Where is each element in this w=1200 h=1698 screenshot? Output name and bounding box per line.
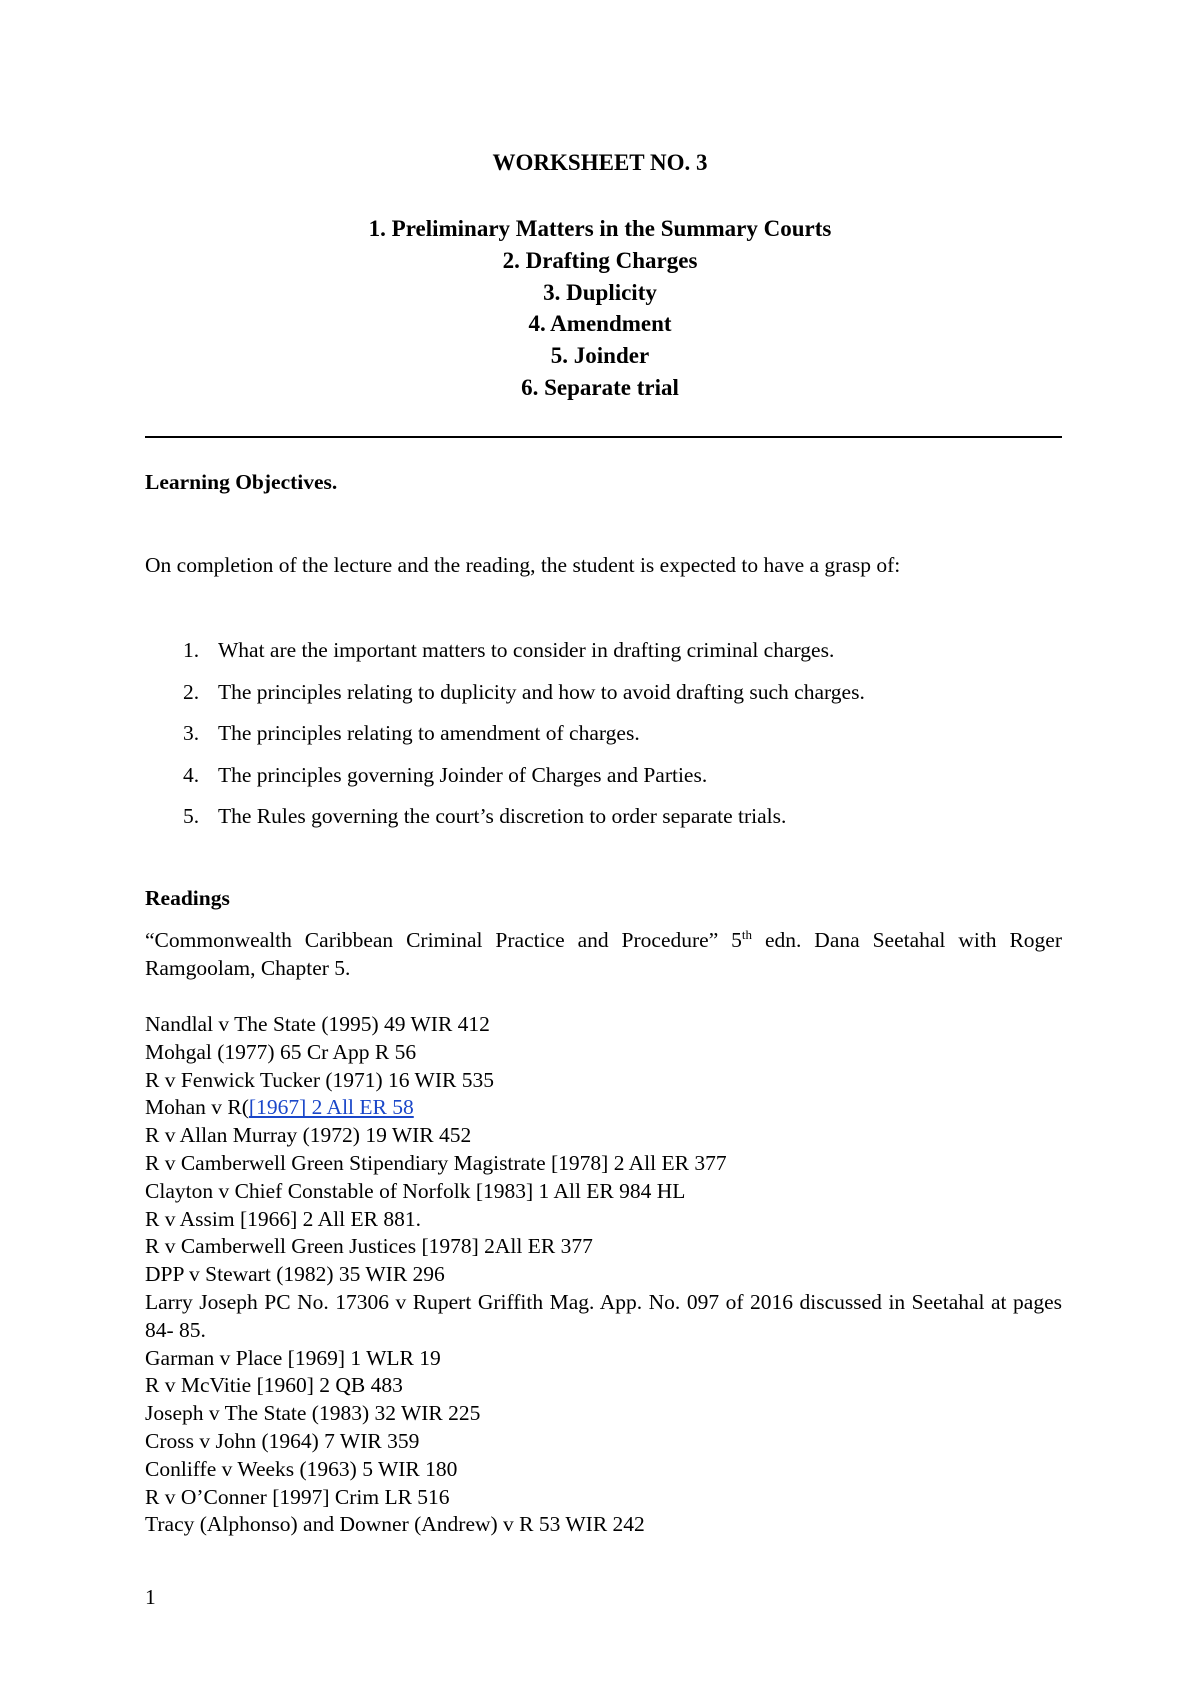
page-number: 1 xyxy=(145,1585,156,1609)
case-item xyxy=(145,1094,1062,1122)
case-list xyxy=(145,1011,1062,1539)
case-item: Mohgal (1977) 65 Cr App R 56 xyxy=(145,1039,417,1064)
topic-item: 5. Joinder xyxy=(550,343,650,369)
case-item: Larry Joseph PC No. 17306 v Rupert Griffith Mag. App. No. 097 of 2016 discussed in Seetahal at pages 84- 85. xyxy=(145,1289,1062,1342)
topic-item: 2. Drafting Charges xyxy=(502,247,698,273)
horizontal-divider xyxy=(145,436,1062,438)
learning-objectives-heading: Learning Objectives. xyxy=(145,470,338,494)
book-details: edn. Dana Seetahal with Roger Ramgoolam, Chapter 5. xyxy=(145,928,1063,980)
case-item: Nandlal v The State (1995) 49 WIR 412 xyxy=(145,1012,490,1036)
topic-item: 3. Duplicity xyxy=(543,279,657,305)
case-item: R v Camberwell Green Justices [1978] 2All ER 377 xyxy=(145,1234,593,1259)
page-title: WORKSHEET NO. 3 xyxy=(492,150,708,175)
book-title: “Commonwealth Caribbean Criminal Practice and Procedure” 5 xyxy=(145,928,742,952)
case-citation-link[interactable]: [1967] 2 All ER 58 xyxy=(248,1095,414,1120)
topic-item: 4. Amendment xyxy=(528,311,672,337)
list-text: The principles relating to amendment of charges. xyxy=(218,721,640,746)
case-item: Conliffe v Weeks (1963) 5 WIR 180 xyxy=(145,1456,458,1481)
case-item: R v Fenwick Tucker (1971) 16 WIR 535 xyxy=(145,1067,494,1092)
topic-item: 6. Separate trial xyxy=(521,374,679,400)
case-item: DPP v Stewart (1982) 35 WIR 296 xyxy=(145,1262,445,1287)
case-item: R v Allan Murray (1972) 19 WIR 452 xyxy=(145,1123,472,1148)
topic-item: 1. Preliminary Matters in the Summary Courts xyxy=(368,216,832,241)
case-item: Cross v John (1964) 7 WIR 359 xyxy=(145,1428,420,1453)
list-text: What are the important matters to consider in drafting criminal charges. xyxy=(218,638,835,662)
learning-intro: On completion of the lecture and the reading, the student is expected to have a grasp of: xyxy=(145,553,901,577)
case-item: R v McVitie [1960] 2 QB 483 xyxy=(145,1373,403,1398)
list-number: 5. xyxy=(183,804,200,829)
case-item: Joseph v The State (1983) 32 WIR 225 xyxy=(145,1401,481,1426)
list-number: 3. xyxy=(183,721,200,746)
case-item-text: Mohan v R( xyxy=(145,1095,249,1120)
case-item: R v Camberwell Green Stipendiary Magistrate [1978] 2 All ER 377 xyxy=(145,1150,727,1175)
case-item: Clayton v Chief Constable of Norfolk [1983] 1 All ER 984 HL xyxy=(145,1178,686,1203)
readings-heading: Readings xyxy=(145,886,230,910)
list-text: The Rules governing the court’s discretion to order separate trials. xyxy=(218,804,787,829)
case-item: Garman v Place [1969] 1 WLR 19 xyxy=(145,1345,441,1370)
list-number: 2. xyxy=(183,679,200,704)
list-text: The principles relating to duplicity and how to avoid drafting such charges. xyxy=(218,679,865,704)
list-text: The principles governing Joinder of Charges and Parties. xyxy=(218,762,708,787)
edition-superscript: th xyxy=(741,926,753,942)
book-reference xyxy=(145,927,1062,983)
topic-list xyxy=(0,213,1200,404)
list-number: 1. xyxy=(183,638,200,662)
list-number: 4. xyxy=(183,762,200,787)
case-item: R v O’Conner [1997] Crim LR 516 xyxy=(145,1484,450,1509)
case-item: R v Assim [1966] 2 All ER 881. xyxy=(145,1206,421,1231)
case-item: Tracy (Alphonso) and Downer (Andrew) v R 53 WIR 242 xyxy=(145,1512,645,1537)
